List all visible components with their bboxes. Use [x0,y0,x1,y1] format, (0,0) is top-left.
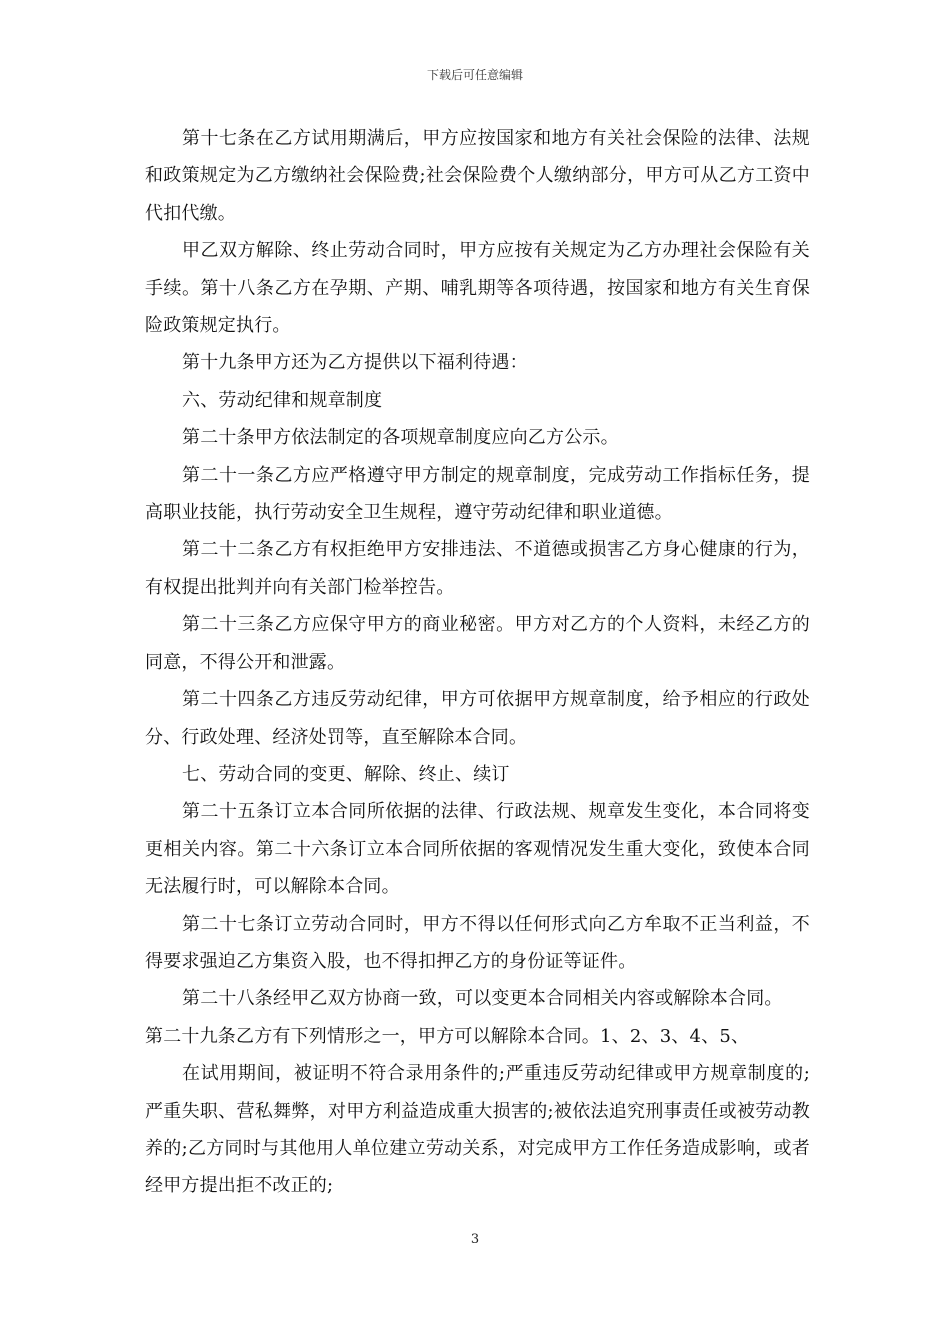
document-body [145,120,810,1205]
section-heading-six: 六、劳动纪律和规章制度 [182,389,383,411]
page-number: 3 [470,1232,480,1247]
paragraph-article-20: 第二十条甲方依法制定的各项规章制度应向乙方公示。 [182,427,619,449]
paragraph-article-21: 第二十一条乙方应严格遵守甲方制定的规章制度，完成劳动工作指标任务，提高职业技能，执行劳动安全卫生规程，遵守劳动纪律和职业道德。 [145,464,810,524]
paragraph-article-27: 第二十七条订立劳动合同时，甲方不得以任何形式向乙方牟取不正当利益，不得要求强迫乙方集资入股，也不得扣押乙方的身份证等证件。 [145,913,810,972]
paragraph-article-25-26: 第二十五条订立本合同所依据的法律、行政法规、规章发生变化，本合同将变更相关内容。第二十六条订立本合同所依据的客观情况发生重大变化，致使本合同无法履行时，可以解除本合同。 [145,801,810,898]
paragraph-probation-conditions: 在试用期间，被证明不符合录用条件的;严重违反劳动纪律或甲方规章制度的;严重失职、营私舞弊，对甲方利益造成重大损害的;被依法追究刑事责任或被劳动教养的;乙方同时与其他用人单位建立劳动关系，对完成甲方工作任务造成影响，或者经甲方提出拒不改正的; [145,1063,810,1197]
paragraph-article-24: 第二十四条乙方违反劳动纪律，甲方可依据甲方规章制度，给予相应的行政处分、行政处理、经济处罚等，直至解除本合同。 [145,689,810,748]
paragraph-article-23: 第二十三条乙方应保守甲方的商业秘密。甲方对乙方的个人资料，未经乙方的同意，不得公开和泄露。 [145,614,810,673]
paragraph-article-22: 第二十二条乙方有权拒绝甲方安排违法、不道德或损害乙方身心健康的行为，有权提出批判并向有关部门检举控告。 [145,539,810,598]
paragraph-article-19: 第十九条甲方还为乙方提供以下福利待遇： [182,352,528,374]
paragraph-article-28: 第二十八条经甲乙双方协商一致，可以变更本合同相关内容或解除本合同。 [182,988,783,1010]
paragraph-article-29: 第二十九条乙方有下列情形之一，甲方可以解除本合同。1、2、3、4、5、 [145,1025,750,1047]
paragraph-termination-insurance: 甲乙双方解除、终止劳动合同时，甲方应按有关规定为乙方办理社会保险有关手续。第十八条乙方在孕期、产期、哺乳期等各项待遇，按国家和地方有关生育保险政策规定执行。 [145,240,810,337]
section-heading-seven: 七、劳动合同的变更、解除、终止、续订 [182,763,510,785]
page-header: 下载后可任意编辑 [426,68,523,82]
paragraph-article-17: 第十七条在乙方试用期满后，甲方应按国家和地方有关社会保险的法律、法规和政策规定为乙方缴纳社会保险费;社会保险费个人缴纳部分，甲方可从乙方工资中代扣代缴。 [145,128,810,224]
